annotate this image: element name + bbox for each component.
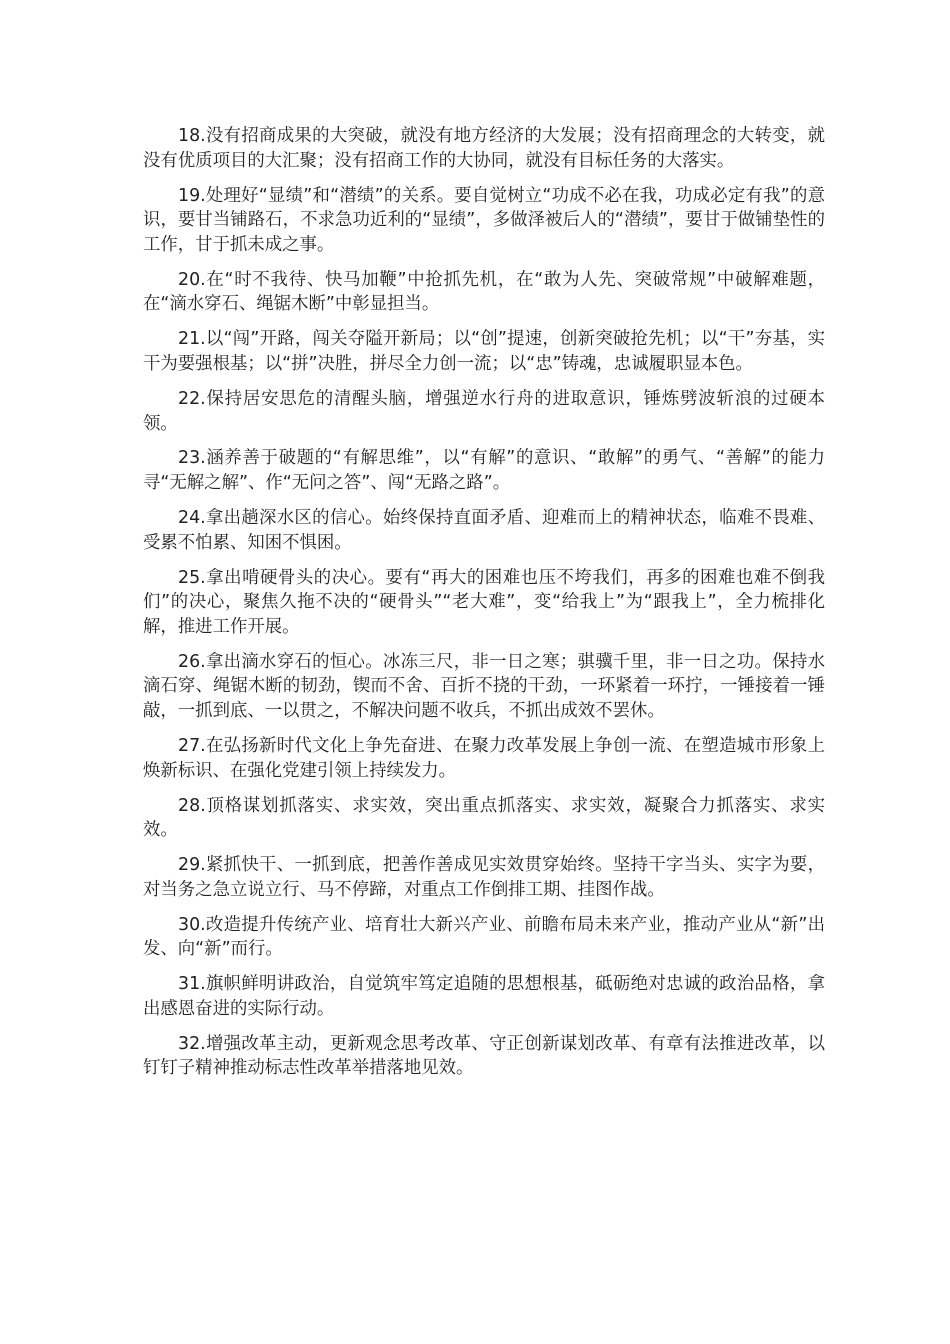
paragraph-30: 30.改造提升传统产业、培育壮大新兴产业、前瞻布局未来产业，推动产业从“新”出发、向“新”而行。 xyxy=(143,914,825,960)
paragraph-21: 21.以“闯”开路，闯关夺隘开新局；以“创”提速，创新突破抢先机；以“干”夯基，实干为要强根基；以“拼”决胜，拼尽全力创一流；以“忠”铸魂，忠诚履职显本色。 xyxy=(143,329,825,374)
paragraph-32: 32.增强改革主动，更新观念思考改革、守正创新谋划改革、有章有法推进改革，以钉钉子精神推动标志性改革举措落地见效。 xyxy=(143,1033,825,1079)
paragraph-18: 18.没有招商成果的大突破，就没有地方经济的大发展；没有招商理念的大转变，就没有优质项目的大汇聚；没有招商工作的大协同，就没有目标任务的大落实。 xyxy=(143,126,825,171)
paragraph-19: 19.处理好“显绩”和“潜绩”的关系。要自觉树立“功成不必在我，功成必定有我”的意识，要甘当铺路石，不求急功近利的“显绩”，多做泽被后人的“潜绩”，要甘于做铺垫性的工作，甘于抓未成之事。 xyxy=(143,185,825,255)
paragraph-28: 28.顶格谋划抓落实、求实效，突出重点抓落实、求实效，凝聚合力抓落实、求实效。 xyxy=(143,795,825,841)
paragraph-24: 24.拿出趟深水区的信心。始终保持直面矛盾、迎难而上的精神状态，临难不畏难、受累不怕累、知困不惧困。 xyxy=(143,508,825,553)
paragraph-25: 25.拿出啃硬骨头的决心。要有“再大的困难也压不垮我们，再多的困难也难不倒我们”的决心，聚焦久拖不决的“硬骨头”“老大难”，变“给我上”为“跟我上”，全力梳排化解，推进工作开展。 xyxy=(143,567,825,637)
paragraph-29: 29.紧抓快干、一抓到底，把善作善成见实效贯穿始终。坚持干字当头、实字为要，对当务之急立说立行、马不停蹄，对重点工作倒排工期、挂图作战。 xyxy=(143,855,825,900)
paragraph-27: 27.在弘扬新时代文化上争先奋进、在聚力改革发展上争创一流、在塑造城市形象上焕新标识、在强化党建引领上持续发力。 xyxy=(143,735,825,781)
paragraph-31: 31.旗帜鲜明讲政治，自觉筑牢笃定追随的思想根基，砥砺绝对忠诚的政治品格，拿出感恩奋进的实际行动。 xyxy=(143,974,825,1019)
paragraph-22: 22.保持居安思危的清醒头脑，增强逆水行舟的进取意识，锤炼劈波斩浪的过硬本领。 xyxy=(143,388,825,434)
paragraph-26: 26.拿出滴水穿石的恒心。冰冻三尺，非一日之寒；骐骥千里，非一日之功。保持水滴石穿、绳锯木断的韧劲，锲而不舍、百折不挠的干劲，一环紧着一环拧，一锤接着一锤敲，一抓到底、一以贯之，不解决问题不收兵，不抓出成效不罢休。 xyxy=(143,651,825,721)
paragraph-23: 23.涵养善于破题的“有解思维”，以“有解”的意识、“敢解”的勇气、“善解”的能力寻“无解之解”、作“无问之答”、闯“无路之路”。 xyxy=(143,448,825,494)
paragraph-20: 20.在“时不我待、快马加鞭”中抢抓先机，在“敢为人先、突破常规”中破解难题，在“滴水穿石、绳锯木断”中彰显担当。 xyxy=(143,269,825,315)
document-body xyxy=(143,124,825,1091)
